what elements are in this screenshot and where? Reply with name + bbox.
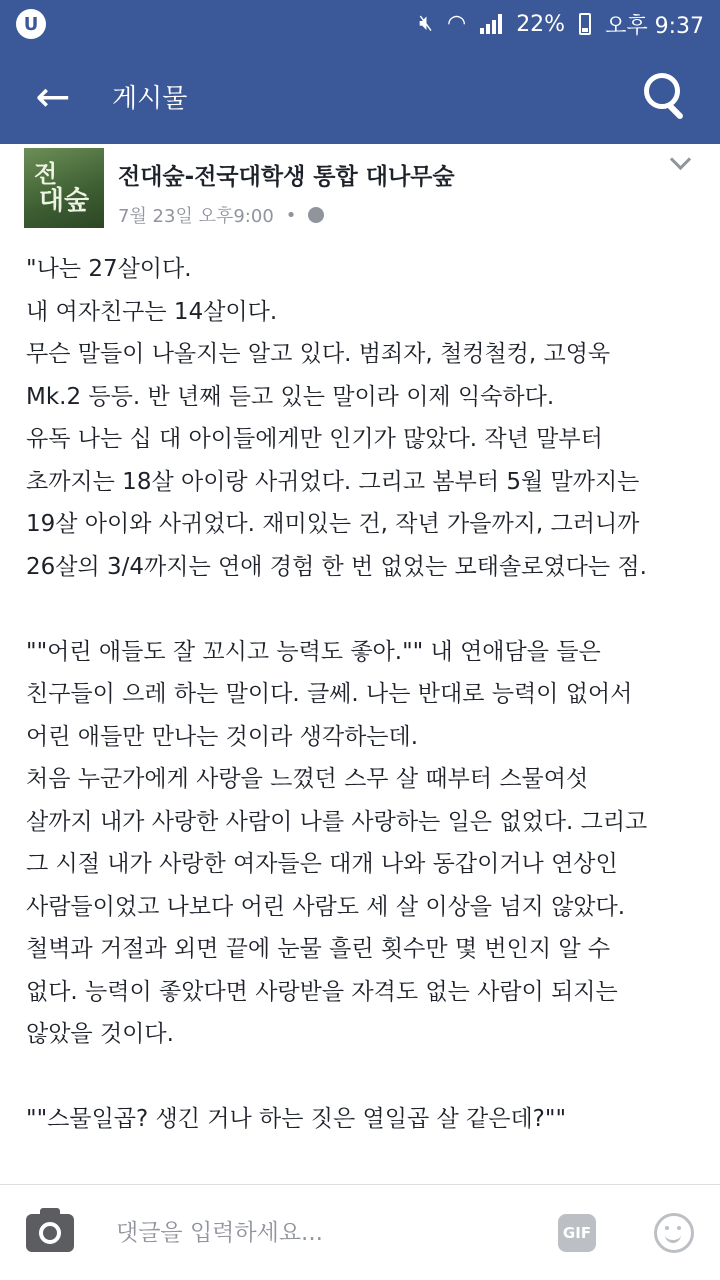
page-name-link[interactable]: 전대숲-전국대학생 통합 대나무숲 [118,164,455,190]
battery-icon [579,13,591,35]
post-text-line: "나는 27살이다. [26,256,192,282]
wifi-icon: ◠ [446,11,467,36]
mute-icon: 🔇︎ [419,11,433,36]
top-nav-bar [0,48,720,144]
post-text-line: 초까지는 18살 아이랑 사귀었다. 그리고 봄부터 5월 말까지는 [26,468,640,495]
paragraph-gap [26,588,702,631]
comment-bar [0,1184,720,1280]
clock: 오후 9:37 [605,13,704,39]
avatar-text-top: 전 [34,160,58,188]
post-text-line: 어린 애들만 만나는 것이라 생각하는데. [26,723,419,750]
post-text-line: 않았을 것이다. [26,1021,174,1047]
post-text-line: 그 시절 내가 사랑한 여자들은 대개 나와 동갑이거나 연상인 [26,851,618,877]
chevron-down-icon[interactable] [668,150,694,176]
page-avatar[interactable] [24,148,104,228]
signal-icon [480,14,502,34]
search-icon[interactable] [638,69,692,123]
camera-icon[interactable] [26,1214,74,1252]
post-text-line: Mk.2 등등. 반 년째 듣고 있는 말이라 이제 익숙하다. [26,383,555,410]
post-meta [118,202,324,228]
comment-input[interactable] [114,1207,558,1259]
post-text-line: 사람들이었고 나보다 어린 사람도 세 살 이상을 넘지 않았다. [26,893,626,920]
meta-separator: • [285,204,297,226]
post-text-line: 없다. 능력이 좋았다면 사랑받을 자격도 없는 사람이 되지는 [26,978,618,1005]
post-text-line: 철벽과 거절과 외면 끝에 눈물 흘린 횟수만 몇 번인지 알 수 [26,936,611,962]
paragraph-gap [26,1056,702,1099]
back-arrow-icon[interactable]: ← [35,71,71,121]
post-date[interactable]: 7월 23일 오후9:00 [118,206,274,227]
smiley-icon[interactable] [654,1213,694,1253]
post-text-line: 처음 누군가에게 사랑을 느꼈던 스무 살 때부터 스물여섯 [26,766,589,792]
post-text-line: 친구들이 으레 하는 말이다. 글쎄. 나는 반대로 능력이 없어서 [26,681,633,707]
post-text-line: 무슨 말들이 나올지는 알고 있다. 범죄자, 철컹철컹, 고영욱 [26,341,611,367]
nav-title: 게시물 [112,83,188,114]
battery-percent: 22% [516,11,566,37]
post-body [26,248,702,1178]
app-notification-icon: U [16,9,46,39]
post-text-line: ""스물일곱? 생긴 거나 하는 짓은 열일곱 살 같은데?"" [26,1106,567,1132]
post-header [0,144,720,234]
post-text-line: 26살의 3/4까지는 연애 경험 한 번 없었는 모태솔로였다는 점. [26,553,647,580]
globe-icon [308,207,324,223]
post-text-line: 내 여자친구는 14살이다. [26,298,278,325]
post-text-line: 유독 나는 십 대 아이들에게만 인기가 많았다. 작년 말부터 [26,426,603,452]
status-bar [0,0,720,48]
avatar-text-bottom: 대숲 [38,186,90,216]
post-text-line: 19살 아이와 사귀었다. 재미있는 건, 작년 가을까지, 그러니까 [26,511,640,537]
post-text-line: ""어린 애들도 잘 꼬시고 능력도 좋아."" 내 연애담을 들은 [26,638,601,665]
gif-button[interactable]: GIF [558,1214,596,1252]
post-text-line: 살까지 내가 사랑한 사람이 나를 사랑하는 일은 없었다. 그리고 [26,808,648,835]
